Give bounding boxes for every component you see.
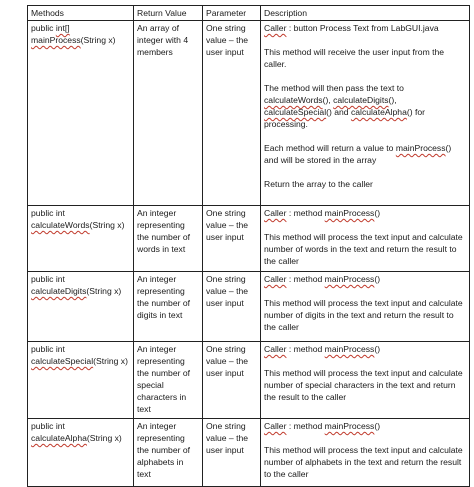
method-signature: public int calculateAlpha(String x) <box>28 419 134 487</box>
description: Caller : method mainProcess() This method will process the text input and calculate number of alphabets in the text and return the result to the caller <box>261 419 470 487</box>
description: Caller : method mainProcess() This method will process the text input and calculate number of digits in the text and return the result to the caller <box>261 272 470 342</box>
parameter: One string value – the user input <box>203 272 261 342</box>
header-row <box>28 6 470 21</box>
header-description: Description <box>261 6 470 21</box>
parameter: One string value – the user input <box>203 419 261 487</box>
parameter: One string value – the user input <box>203 342 261 419</box>
table-row <box>28 272 470 342</box>
table-row <box>28 419 470 487</box>
return-value: An integer representing the number of alphabets in text <box>134 419 203 487</box>
return-value: An integer representing the number of special characters in text <box>134 342 203 419</box>
method-signature: public int calculateSpecial(String x) <box>28 342 134 419</box>
parameter: One string value – the user input <box>203 21 261 206</box>
method-signature: public int calculateWords(String x) <box>28 206 134 272</box>
table-row <box>28 206 470 272</box>
header-parameter: Parameter <box>203 6 261 21</box>
methods-table <box>27 5 470 487</box>
return-value: An array of integer with 4 members <box>134 21 203 206</box>
table-row <box>28 21 470 206</box>
description: Caller : button Process Text from LabGUI.java This method will receive the user input from the caller. The method will then pass the text to calculateWords(), calculateDigits(), calculateSpecial() and calculateAlpha() for processing. Each method will return a value to mainProcess() and will be stored in the array Return the array to the caller <box>261 21 470 206</box>
header-return-value: Return Value <box>134 6 203 21</box>
method-signature: public int calculateDigits(String x) <box>28 272 134 342</box>
description: Caller : method mainProcess() This method will process the text input and calculate number of special characters in the text and return the result to the caller <box>261 342 470 419</box>
method-signature: public int[] mainProcess(String x) <box>28 21 134 206</box>
return-value: An integer representing the number of words in text <box>134 206 203 272</box>
parameter: One string value – the user input <box>203 206 261 272</box>
return-value: An integer representing the number of digits in text <box>134 272 203 342</box>
header-methods: Methods <box>28 6 134 21</box>
description: Caller : method mainProcess() This method will process the text input and calculate number of words in the text and return the result to the caller <box>261 206 470 272</box>
table-row <box>28 342 470 419</box>
